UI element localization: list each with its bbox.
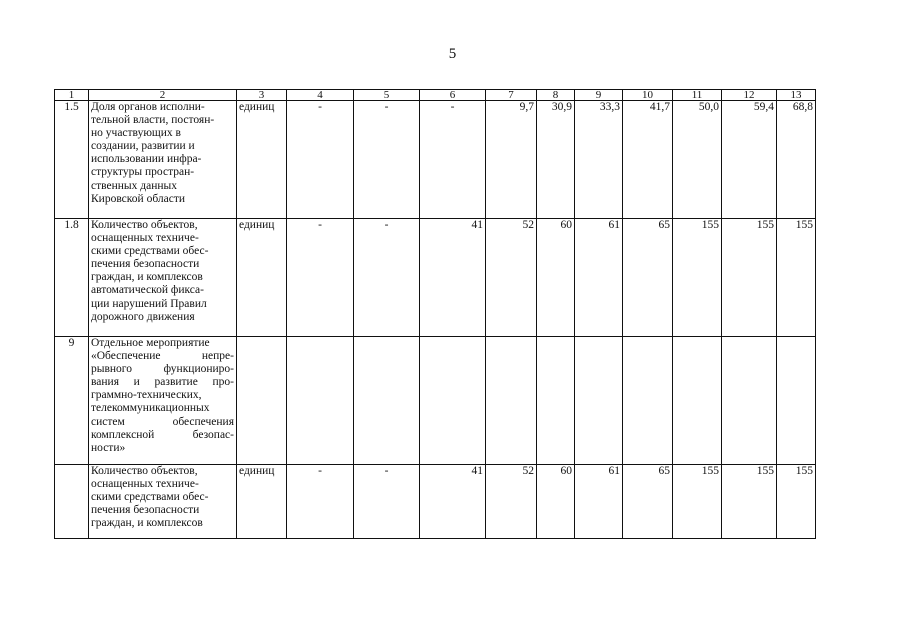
value-cell: - [420, 101, 486, 219]
header-cell: 13 [777, 90, 816, 101]
header-cell: 7 [486, 90, 537, 101]
value-cell: - [354, 219, 420, 337]
table-row [55, 101, 816, 219]
indicator-name-line: оснащенных техниче- [91, 478, 199, 491]
value-cell [486, 337, 537, 465]
value-cell: 30,9 [537, 101, 575, 219]
indicator-name-line: телекоммуникационных [91, 402, 210, 415]
value-cell: 65 [623, 219, 673, 337]
value-cell: 41 [420, 465, 486, 539]
page-number: 5 [448, 46, 457, 62]
row-number: 1.5 [55, 101, 89, 219]
indicator-name-line: Отдельное мероприятие [91, 337, 210, 349]
indicator-name-line: граждан, и комплексов [91, 517, 203, 530]
value-cell [287, 337, 354, 465]
header-cell: 1 [55, 90, 89, 101]
header-cell: 2 [89, 90, 237, 101]
unit-cell [237, 337, 287, 465]
value-cell [354, 337, 420, 465]
indicator-name-line: Количество объектов, [91, 219, 198, 231]
table-row [55, 337, 816, 465]
indicator-name-line: структуры простран- [91, 166, 195, 179]
value-cell: - [287, 101, 354, 219]
value-cell: 60 [537, 219, 575, 337]
header-cell: 8 [537, 90, 575, 101]
indicator-name-line: скими средствами обес- [91, 491, 209, 504]
header-cell: 9 [575, 90, 623, 101]
value-cell: 41,7 [623, 101, 673, 219]
indicator-name-line: ности» [91, 441, 126, 454]
value-cell: 50,0 [673, 101, 722, 219]
row-number: 9 [55, 337, 89, 465]
value-cell: 155 [722, 465, 777, 539]
indicator-name-line: тельной власти, постоян- [91, 114, 215, 127]
value-cell: 41 [420, 219, 486, 337]
indicator-name-line: Доля органов исполни- [91, 101, 205, 113]
indicator-name-line: создании, развитии и [91, 140, 195, 153]
value-cell [537, 337, 575, 465]
table-row [55, 465, 816, 539]
indicator-name-line: «Обеспечение непре- [91, 350, 234, 363]
value-cell: 60 [537, 465, 575, 539]
unit-cell: единиц [237, 101, 287, 219]
value-cell: 33,3 [575, 101, 623, 219]
indicator-name-line: дорожного движения [91, 310, 195, 323]
indicator-name-line: автоматической фикса- [91, 284, 204, 297]
value-cell [722, 337, 777, 465]
value-cell: 65 [623, 465, 673, 539]
indicator-name [89, 465, 237, 539]
value-cell: - [287, 219, 354, 337]
indicator-name-line: оснащенных техниче- [91, 232, 199, 245]
indicator-name-line: печения безопасности [91, 504, 200, 517]
indicator-name-line: граммно-технических, [91, 389, 202, 402]
table-row [55, 219, 816, 337]
header-cell: 4 [287, 90, 354, 101]
table-body [55, 90, 816, 539]
indicator-name [89, 219, 237, 337]
value-cell: 52 [486, 465, 537, 539]
row-number: 1.8 [55, 219, 89, 337]
value-cell: 59,4 [722, 101, 777, 219]
value-cell: 155 [673, 465, 722, 539]
value-cell [575, 337, 623, 465]
value-cell: - [287, 465, 354, 539]
indicator-name-line: граждан, и комплексов [91, 271, 203, 284]
unit-cell: единиц [237, 465, 287, 539]
unit-cell: единиц [237, 219, 287, 337]
value-cell: 9,7 [486, 101, 537, 219]
indicator-name-line: ции нарушений Правил [91, 297, 207, 310]
header-cell: 6 [420, 90, 486, 101]
header-cell: 3 [237, 90, 287, 101]
value-cell [623, 337, 673, 465]
indicator-name-line: Кировской области [91, 192, 186, 205]
indicator-name-line: печения безопасности [91, 258, 200, 271]
indicator-name-line: использовании инфра- [91, 153, 202, 166]
header-cell: 11 [673, 90, 722, 101]
indicator-name-line: комплексной безопас- [91, 428, 234, 441]
header-cell: 12 [722, 90, 777, 101]
value-cell [777, 337, 816, 465]
value-cell: 52 [486, 219, 537, 337]
value-cell: 155 [777, 219, 816, 337]
indicator-name-line: вания и развитие про- [91, 376, 234, 389]
value-cell [673, 337, 722, 465]
indicator-name-line: рывного функциониро- [91, 363, 234, 376]
value-cell: - [354, 465, 420, 539]
value-cell: 155 [777, 465, 816, 539]
value-cell: 155 [722, 219, 777, 337]
indicator-name [89, 337, 237, 465]
indicator-name-line: ственных данных [91, 179, 177, 192]
value-cell: 68,8 [777, 101, 816, 219]
value-cell [420, 337, 486, 465]
indicator-name-line: скими средствами обес- [91, 245, 209, 258]
indicator-name-line: но участвующих в [91, 127, 181, 140]
value-cell: - [354, 101, 420, 219]
table-header-row [55, 90, 816, 101]
header-cell: 10 [623, 90, 673, 101]
indicator-name [89, 101, 237, 219]
indicator-name-line: Количество объектов, [91, 465, 198, 477]
value-cell: 61 [575, 219, 623, 337]
indicators-table [54, 89, 816, 539]
row-number [55, 465, 89, 539]
header-cell: 5 [354, 90, 420, 101]
value-cell: 61 [575, 465, 623, 539]
value-cell: 155 [673, 219, 722, 337]
indicator-name-line: систем обеспечения [91, 415, 234, 428]
